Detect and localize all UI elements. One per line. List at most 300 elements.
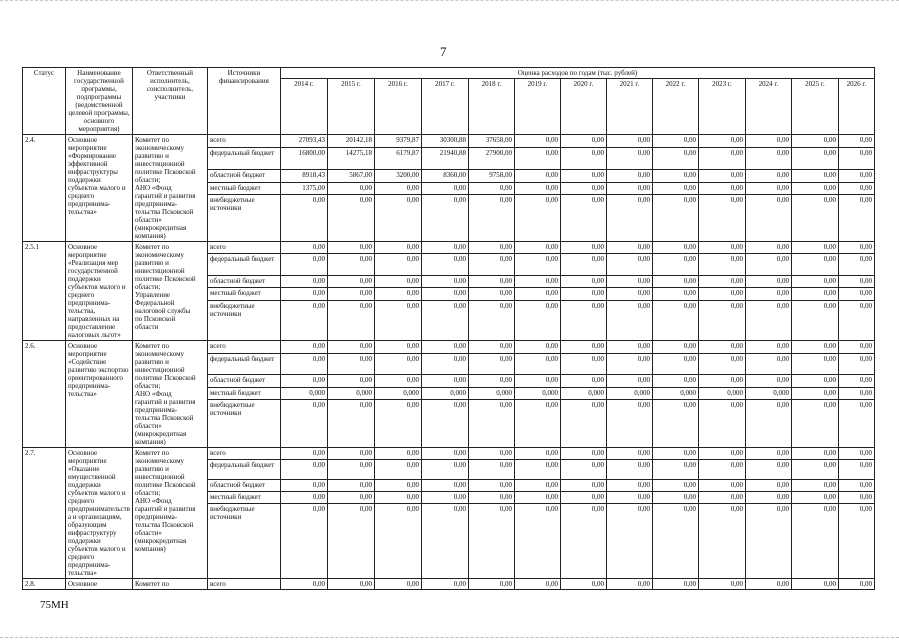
row-value: 0,00 [514,579,560,590]
row-value: 0,00 [652,300,698,341]
row-value: 0,00 [652,400,698,448]
row-value: 0,00 [514,275,560,287]
row-value: 0,00 [327,491,374,503]
row-value: 0,00 [698,195,745,242]
row-value: 0,00 [374,448,421,460]
row-value: 0,00 [745,275,791,287]
row-value: 0,00 [652,242,698,254]
row-name: Основное мероприятие «Содействие развитию экспортно ориентированного предпринима- тельства» [66,341,133,448]
row-value: 0,00 [652,353,698,375]
row-value: 0,00 [514,491,560,503]
row-value: 0,00 [280,491,327,503]
row-value: 21940,88 [421,147,468,169]
row-value: 0,00 [560,288,606,300]
row-value: 0,00 [327,300,374,341]
row-value: 0,00 [280,288,327,300]
row-value: 0,00 [468,182,514,195]
row-value: 0,00 [698,169,745,182]
row-value: 0,00 [652,448,698,460]
row-value: 0,00 [560,254,606,275]
row-value: 0,00 [421,480,468,492]
row-value: 0,00 [421,353,468,375]
row-value: 0,00 [698,503,745,578]
row-value: 0,00 [791,242,838,254]
row-value: 0,00 [421,400,468,448]
row-value: 0,00 [560,275,606,287]
row-value: 0,00 [791,182,838,195]
row-value: 0,00 [280,579,327,590]
row-value: 1375,00 [280,182,327,195]
row-status: 2.4. [23,135,66,242]
row-executor: Комитет по экономическому развитию и инвестиционной политике Псковской области; Управление Федеральной налоговой службы по Псковской области [132,242,207,341]
row-value: 0,00 [421,300,468,341]
row-value: 0,00 [468,579,514,590]
row-executor: Комитет по экономическому развитию и инвестиционной политике Псковской области; АНО «Фонд гарантий и развития предпринима- тельства Псковской области» (микрокредитная компания) [132,448,207,579]
row-value: 0,00 [791,400,838,448]
row-value: 0,00 [606,135,652,148]
row-value: 0,00 [745,375,791,388]
row-source: местный бюджет [207,491,280,503]
header-year: 2024 г. [745,79,791,135]
row-value: 0,00 [514,242,560,254]
row-value: 0,00 [327,480,374,492]
row-value: 30300,88 [421,135,468,148]
row-value: 0,00 [560,242,606,254]
row-value: 0,000 [606,387,652,400]
row-source: местный бюджет [207,387,280,400]
row-executor: Комитет по экономическому развитию и инвестиционной политике Псковской области; АНО «Фонд гарантий и развития предпринима- тельства Псковской области» (микрокредитная компания) [132,135,207,242]
row-value: 0,00 [514,353,560,375]
row-value: 0,00 [745,288,791,300]
row-value: 0,00 [421,459,468,479]
header-year: 2018 г. [468,79,514,135]
row-value: 0,00 [791,480,838,492]
row-executor: Комитет по [132,579,207,590]
row-value: 0,00 [838,300,874,341]
row-value: 0,000 [745,387,791,400]
header-year: 2016 г. [374,79,421,135]
row-source: местный бюджет [207,288,280,300]
row-value: 0,00 [838,503,874,578]
row-value: 0,00 [421,182,468,195]
scan-edge-bottom [0,637,899,638]
row-source: областной бюджет [207,275,280,287]
footer-code: 75МН [40,599,69,611]
row-value: 0,00 [698,147,745,169]
row-source: всего [207,135,280,148]
row-value: 0,00 [791,169,838,182]
row-value: 0,00 [652,579,698,590]
row-value: 0,00 [652,503,698,578]
row-value: 0,00 [514,459,560,479]
row-value: 0,00 [280,242,327,254]
row-value: 0,00 [327,400,374,448]
row-value: 0,00 [327,459,374,479]
row-value: 0,00 [745,169,791,182]
row-value: 0,00 [838,242,874,254]
row-value: 0,00 [327,448,374,460]
row-value: 0,00 [280,375,327,388]
row-value: 0,00 [791,288,838,300]
row-value: 0,00 [652,480,698,492]
row-value: 0,00 [606,375,652,388]
row-value: 0,00 [838,135,874,148]
row-value: 0,00 [374,275,421,287]
row-value: 0,00 [838,195,874,242]
row-value: 0,00 [606,195,652,242]
row-value: 0,00 [468,503,514,578]
row-status: 2.5.1 [23,242,66,341]
row-value: 0,00 [745,182,791,195]
row-source: федеральный бюджет [207,353,280,375]
row-value: 0,00 [374,480,421,492]
row-value: 0,00 [560,491,606,503]
row-value: 0,00 [838,169,874,182]
row-value: 0,00 [838,147,874,169]
row-value: 0,00 [280,353,327,375]
row-value: 0,00 [745,242,791,254]
row-value: 0,00 [745,579,791,590]
row-value: 0,00 [374,491,421,503]
row-source: всего [207,242,280,254]
row-value: 0,00 [698,480,745,492]
row-value: 0,00 [514,375,560,388]
row-value: 0,00 [745,459,791,479]
row-source: федеральный бюджет [207,147,280,169]
row-value: 0,00 [327,503,374,578]
row-value: 0,00 [374,242,421,254]
row-value: 0,00 [421,275,468,287]
row-value: 0,00 [374,195,421,242]
row-value: 0,00 [560,341,606,354]
row-value: 0,000 [421,387,468,400]
row-value: 14275,18 [327,147,374,169]
row-value: 0,00 [374,459,421,479]
row-source: местный бюджет [207,182,280,195]
row-status: 2.7. [23,448,66,579]
row-value: 0,00 [514,182,560,195]
row-value: 0,00 [606,579,652,590]
row-value: 0,00 [468,459,514,479]
row-value: 0,00 [514,300,560,341]
row-value: 0,00 [791,195,838,242]
row-value: 3200,00 [374,169,421,182]
row-value: 0,00 [421,288,468,300]
row-value: 0,00 [514,503,560,578]
row-value: 0,00 [374,375,421,388]
row-source: областной бюджет [207,480,280,492]
row-value: 0,00 [560,195,606,242]
row-value: 9379,87 [374,135,421,148]
row-value: 0,00 [468,254,514,275]
row-value: 0,000 [652,387,698,400]
row-name: Основное мероприятие «Формирование эффективной инфраструктуры поддержки субъектов малого и среднего предпринима- тельства» [66,135,133,242]
row-value: 0,00 [745,300,791,341]
row-value: 0,00 [327,375,374,388]
row-value: 0,00 [560,169,606,182]
row-value: 0,00 [421,448,468,460]
row-value: 0,00 [327,195,374,242]
row-value: 0,00 [374,288,421,300]
row-status: 2.8. [23,579,66,590]
row-source: внебюджетные источники [207,195,280,242]
row-value: 0,000 [514,387,560,400]
row-value: 0,00 [514,254,560,275]
row-value: 0,000 [698,387,745,400]
budget-table [22,67,875,590]
row-value: 0,00 [791,387,838,400]
row-value: 0,00 [468,341,514,354]
row-value: 0,00 [652,375,698,388]
table-row [23,242,875,254]
row-value: 0,00 [468,400,514,448]
row-value: 0,00 [421,341,468,354]
row-name: Основное мероприятие «Реализация мер государственной поддержки субъектов малого и среднего предпринима- тельства, направленных на предоставление налоговых льгот» [66,242,133,341]
row-value: 0,00 [606,491,652,503]
row-value: 9758,00 [468,169,514,182]
row-value: 0,00 [745,491,791,503]
row-value: 0,00 [514,400,560,448]
row-value: 0,00 [374,353,421,375]
row-value: 0,00 [838,182,874,195]
row-value: 0,00 [606,275,652,287]
row-value: 0,00 [652,341,698,354]
row-value: 0,000 [468,387,514,400]
row-value: 0,00 [606,448,652,460]
row-value: 0,00 [652,195,698,242]
row-value: 0,00 [514,169,560,182]
scan-edge-top [0,0,899,1]
row-value: 0,00 [560,135,606,148]
row-value: 0,00 [698,341,745,354]
row-value: 0,00 [280,480,327,492]
row-value: 0,00 [791,353,838,375]
row-value: 0,00 [606,503,652,578]
row-value: 0,00 [606,169,652,182]
row-value: 0,00 [560,300,606,341]
row-value: 0,00 [791,375,838,388]
row-value: 0,00 [421,491,468,503]
row-value: 0,00 [514,448,560,460]
row-value: 0,00 [421,375,468,388]
row-value: 0,00 [652,147,698,169]
row-value: 0,00 [698,254,745,275]
header-year: 2023 г. [698,79,745,135]
row-source: внебюджетные источники [207,400,280,448]
row-value: 0,00 [421,254,468,275]
row-value: 20142,18 [327,135,374,148]
row-source: внебюджетные источники [207,300,280,341]
row-value: 0,00 [698,448,745,460]
row-value: 0,00 [606,341,652,354]
row-value: 0,00 [327,341,374,354]
row-value: 0,00 [745,448,791,460]
row-value: 0,00 [652,254,698,275]
row-value: 0,00 [560,353,606,375]
table-body [23,135,875,590]
row-source: всего [207,341,280,354]
row-value: 0,00 [560,147,606,169]
row-value: 0,00 [652,135,698,148]
row-value: 0,00 [421,242,468,254]
row-value: 0,00 [606,459,652,479]
row-value: 0,00 [514,288,560,300]
row-value: 0,00 [606,400,652,448]
header-sources: Источники финансирования [207,68,280,135]
row-value: 0,00 [374,579,421,590]
header-year: 2017 г. [421,79,468,135]
row-value: 0,00 [606,182,652,195]
row-value: 0,00 [327,353,374,375]
row-value: 0,00 [560,375,606,388]
row-source: областной бюджет [207,169,280,182]
row-value: 0,00 [468,288,514,300]
row-source: областной бюджет [207,375,280,388]
table-row [23,135,875,148]
row-value: 0,00 [327,254,374,275]
row-value: 0,00 [606,353,652,375]
row-value: 0,00 [468,480,514,492]
row-value: 0,00 [280,448,327,460]
table-row [23,579,875,590]
row-value: 0,00 [327,579,374,590]
row-value: 0,00 [606,480,652,492]
row-value: 0,00 [560,182,606,195]
row-value: 0,00 [652,182,698,195]
row-value: 0,00 [652,459,698,479]
row-value: 0,00 [514,135,560,148]
row-value: 0,00 [745,135,791,148]
header-status: Статус [23,68,66,135]
row-value: 8360,00 [421,169,468,182]
row-value: 0,00 [374,300,421,341]
row-value: 0,00 [560,459,606,479]
row-name: Основное мероприятие «Оказание имущественной поддержки субъектов малого и среднего предпринимательств а и организациям, образующим инфраструктуру поддержки субъектов малого и среднего предпринима- тельства» [66,448,133,579]
header-year: 2021 г. [606,79,652,135]
row-value: 0,00 [838,480,874,492]
row-value: 0,00 [421,579,468,590]
header-estimate: Оценка расходов по годам (тыс. рублей) [280,68,874,79]
row-value: 0,00 [698,275,745,287]
row-value: 0,00 [280,459,327,479]
row-value: 0,00 [468,448,514,460]
row-value: 0,00 [280,275,327,287]
row-value: 0,00 [560,503,606,578]
row-value: 0,00 [374,182,421,195]
row-executor: Комитет по экономическому развитию и инвестиционной политике Псковской области; АНО «Фонд гарантий и развития предпринима- тельства Псковской области» (микрокредитная компания) [132,341,207,448]
row-value: 5867,00 [327,169,374,182]
row-value: 0,00 [745,400,791,448]
row-value: 0,00 [374,503,421,578]
row-value: 0,00 [838,375,874,388]
row-value: 0,00 [838,459,874,479]
header-executor: Ответственный исполнитель, соисполнитель, участники [132,68,207,135]
row-value: 0,00 [838,341,874,354]
row-value: 6179,87 [374,147,421,169]
row-value: 0,00 [280,300,327,341]
row-value: 0,00 [838,387,874,400]
row-value: 0,00 [560,448,606,460]
row-source: всего [207,579,280,590]
row-value: 0,00 [514,480,560,492]
row-value: 0,00 [468,491,514,503]
row-value: 0,00 [791,448,838,460]
row-value: 0,00 [327,288,374,300]
row-value: 16800,00 [280,147,327,169]
row-value: 0,00 [327,275,374,287]
row-value: 0,00 [327,242,374,254]
row-value: 0,00 [468,275,514,287]
header-year: 2025 г. [791,79,838,135]
header-year: 2014 г. [280,79,327,135]
row-value: 0,00 [698,182,745,195]
row-value: 0,00 [698,288,745,300]
row-value: 0,00 [791,300,838,341]
row-value: 0,000 [374,387,421,400]
row-value: 0,00 [838,353,874,375]
row-value: 0,00 [838,579,874,590]
row-value: 0,00 [652,288,698,300]
row-value: 0,00 [698,400,745,448]
row-value: 0,00 [514,341,560,354]
row-value: 37658,00 [468,135,514,148]
row-value: 0,00 [374,341,421,354]
row-value: 0,00 [560,480,606,492]
row-value: 0,00 [791,135,838,148]
row-value: 0,00 [514,195,560,242]
row-value: 0,00 [791,147,838,169]
row-value: 0,00 [838,275,874,287]
page-number: 7 [440,44,447,59]
row-value: 0,00 [791,579,838,590]
row-value: 0,00 [745,480,791,492]
row-value: 0,00 [652,275,698,287]
row-value: 0,00 [838,254,874,275]
row-value: 0,00 [745,353,791,375]
row-source: внебюджетные источники [207,503,280,578]
row-value: 0,00 [838,400,874,448]
row-value: 0,00 [745,503,791,578]
row-value: 0,00 [421,195,468,242]
row-status: 2.6. [23,341,66,448]
row-value: 0,00 [838,448,874,460]
row-value: 0,00 [791,341,838,354]
row-value: 0,00 [791,491,838,503]
row-name: Основное [66,579,133,590]
row-value: 0,00 [838,288,874,300]
row-value: 0,00 [745,195,791,242]
row-value: 0,00 [560,400,606,448]
row-value: 0,00 [791,503,838,578]
row-value: 0,00 [606,242,652,254]
row-value: 0,00 [698,135,745,148]
row-source: федеральный бюджет [207,459,280,479]
row-value: 0,00 [421,503,468,578]
row-value: 0,00 [606,300,652,341]
row-value: 0,00 [698,353,745,375]
row-value: 0,000 [327,387,374,400]
row-value: 0,00 [698,300,745,341]
row-value: 0,00 [698,579,745,590]
row-value: 0,00 [280,254,327,275]
row-value: 0,00 [698,459,745,479]
row-value: 0,00 [468,353,514,375]
row-value: 0,00 [514,147,560,169]
row-value: 0,00 [468,242,514,254]
row-value: 0,00 [606,288,652,300]
header-name: Наименование государственной программы, подпрограммы (ведомственной целевой программы, основного мероприятия) [66,68,133,135]
header-year: 2015 г. [327,79,374,135]
